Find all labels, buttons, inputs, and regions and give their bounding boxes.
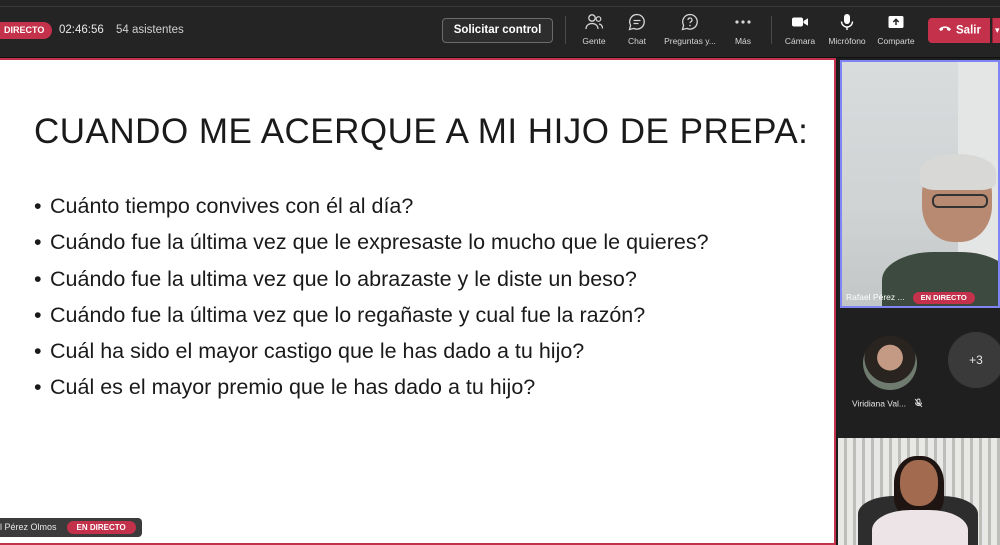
slide-title: CUANDO ME ACERQUE A MI HIJO DE PREPA: — [34, 112, 809, 151]
list-item: • Cuándo fue la última vez que le expresaste lo mucho que le quieres? — [34, 230, 709, 255]
qa-label: Preguntas y... — [664, 36, 716, 46]
mic-off-icon — [914, 398, 923, 410]
list-item: • Cuál ha sido el mayor castigo que le has dado a tu hijo? — [34, 339, 585, 364]
chat-button[interactable] — [607, 12, 667, 46]
list-item: • Cuándo fue la ultima vez que lo abrazaste y le diste un beso? — [34, 266, 637, 291]
presenter-name-tag — [0, 518, 142, 537]
speaker-glasses — [932, 194, 988, 208]
presenter-live-badge: EN DIRECTO — [67, 521, 136, 534]
list-item: • Cuál es el mayor premio que le has dado a tu hijo? — [34, 375, 536, 400]
participant-name-tag — [846, 290, 975, 305]
question-icon — [660, 12, 720, 32]
more-button[interactable] — [713, 12, 773, 46]
request-control-button[interactable]: Solicitar control — [442, 18, 553, 43]
share-label: Comparte — [877, 36, 915, 46]
list-item: • Cuándo fue la última vez que lo regañaste y cual fue la razón? — [34, 302, 646, 327]
participant-video-tile[interactable] — [838, 438, 1000, 545]
speaker-hair — [920, 154, 996, 190]
meeting-timer: 02:46:56 — [59, 24, 104, 36]
participant-gallery — [838, 58, 1000, 545]
participant-name: Rafael Pérez ... — [846, 292, 905, 302]
shared-screen — [0, 58, 836, 545]
avatar[interactable] — [863, 336, 917, 390]
share-icon — [866, 12, 926, 32]
more-label: Más — [734, 36, 752, 46]
live-badge: DIRECTO — [0, 22, 52, 39]
attendee-count: 54 asistentes — [116, 24, 184, 36]
meeting-toolbar — [0, 0, 1000, 58]
chat-label: Chat — [628, 36, 646, 46]
avatar-participant-name: Viridiana Val... — [852, 398, 923, 410]
qa-button[interactable] — [660, 12, 720, 46]
leave-label: Salir — [956, 24, 981, 37]
participant-avatar-row — [838, 312, 1000, 436]
leave-dropdown-chevron-icon[interactable]: ▾ — [992, 18, 1000, 43]
participant-body — [872, 510, 968, 545]
camera-label: Cámara — [784, 36, 816, 46]
presenter-name: l Pérez Olmos — [0, 522, 57, 532]
participant-face — [900, 460, 938, 506]
active-speaker-video-tile[interactable] — [840, 60, 1000, 308]
more-icon — [713, 12, 773, 32]
chat-icon — [607, 12, 667, 32]
phone-hangup-icon — [938, 18, 952, 43]
microphone-label: Micrófono — [828, 36, 866, 46]
more-participants-button[interactable]: +3 — [948, 332, 1000, 388]
list-item: • Cuánto tiempo convives con él al día? — [34, 194, 414, 218]
top-divider — [0, 6, 1000, 7]
share-button[interactable] — [866, 12, 926, 46]
participant-live-badge: EN DIRECTO — [913, 292, 975, 304]
people-label: Gente — [582, 36, 606, 46]
leave-button[interactable] — [928, 18, 990, 43]
slide-bullet-list — [34, 188, 824, 406]
